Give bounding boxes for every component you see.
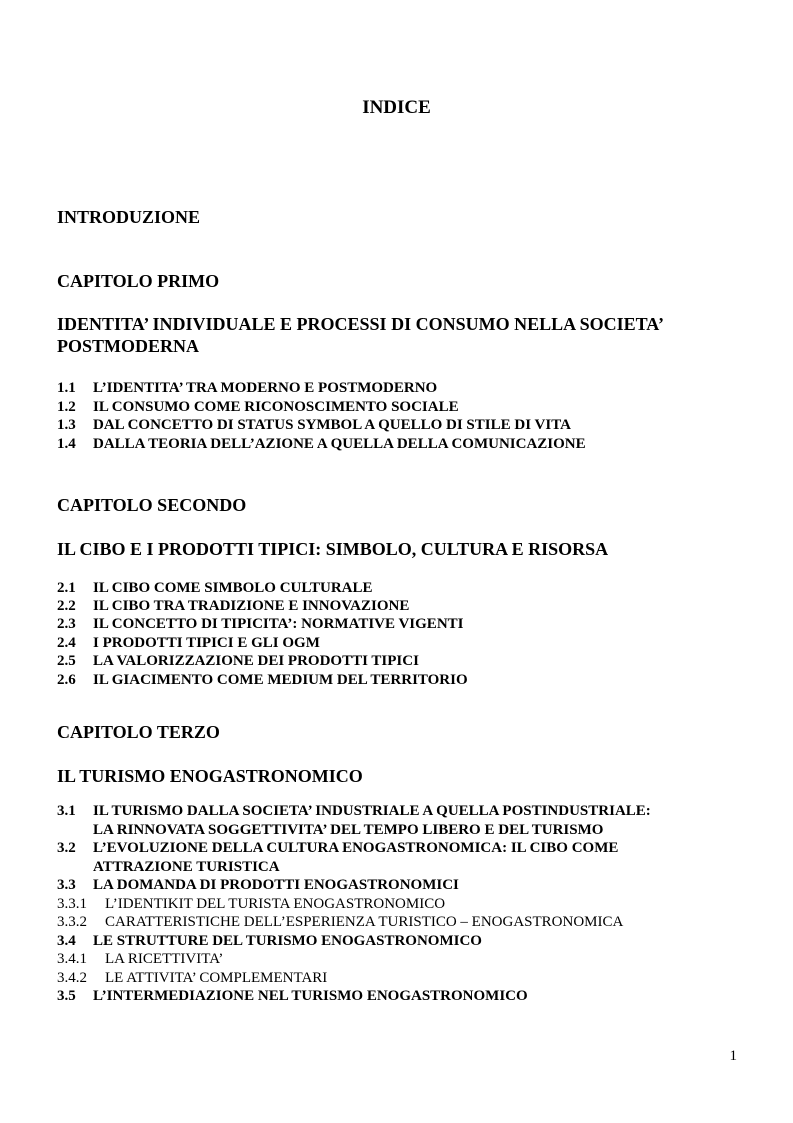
toc-entry-number: 2.1	[57, 580, 76, 596]
toc-entry-number: 2.3	[57, 616, 76, 632]
toc-entry-title: LA VALORIZZAZIONE DEI PRODOTTI TIPICI	[93, 653, 419, 669]
toc-subentry-title: L’IDENTIKIT DEL TURISTA ENOGASTRONOMICO	[105, 896, 446, 912]
toc-entry-number: 3.5	[57, 988, 76, 1004]
toc-subentry-number: 3.4.2	[57, 970, 87, 986]
toc-entry-title: IL GIACIMENTO COME MEDIUM DEL TERRITORIO	[93, 672, 468, 688]
chapter-1-title-line-1: IDENTITA’ INDIVIDUALE E PROCESSI DI CONSUMO NELLA SOCIETA’	[57, 314, 664, 334]
toc-entry-number: 1.1	[57, 380, 76, 396]
toc-entry-title: IL CONCETTO DI TIPICITA’: NORMATIVE VIGENTI	[93, 616, 464, 632]
toc-subentry-number: 3.4.1	[57, 951, 87, 967]
toc-entry-number: 2.2	[57, 598, 76, 614]
toc-entry-number: 1.2	[57, 399, 76, 415]
toc-entry-title: L’EVOLUZIONE DELLA CULTURA ENOGASTRONOMICA: IL CIBO COME	[93, 840, 619, 856]
toc-entry-title-continued: LA RINNOVATA SOGGETTIVITA’ DEL TEMPO LIBERO E DEL TURISMO	[93, 822, 604, 838]
toc-entry-title: L’IDENTITA’ TRA MODERNO E POSTMODERNO	[93, 380, 438, 396]
toc-entry-title: L’INTERMEDIAZIONE NEL TURISMO ENOGASTRONOMICO	[93, 988, 528, 1004]
chapter-2-label: CAPITOLO SECONDO	[57, 495, 247, 515]
toc-entry-title: DALLA TEORIA DELL’AZIONE A QUELLA DELLA COMUNICAZIONE	[93, 436, 586, 452]
toc-entry-number: 2.4	[57, 635, 76, 651]
page-title: INDICE	[362, 97, 431, 118]
toc-entry-number: 1.3	[57, 417, 76, 433]
toc-subentry-number: 3.3.2	[57, 914, 87, 930]
toc-entry-title: DAL CONCETTO DI STATUS SYMBOL A QUELLO DI STILE DI VITA	[93, 417, 571, 433]
toc-entry-title: IL CONSUMO COME RICONOSCIMENTO SOCIALE	[93, 399, 459, 415]
toc-entry-title: I PRODOTTI TIPICI E GLI OGM	[93, 635, 320, 651]
toc-subentry-title: LE ATTIVITA’ COMPLEMENTARI	[105, 970, 328, 986]
toc-subentry-title: LA RICETTIVITA’	[105, 951, 224, 967]
toc-entry-title: IL TURISMO DALLA SOCIETA’ INDUSTRIALE A QUELLA POSTINDUSTRIALE:	[93, 803, 651, 819]
toc-entry-title-continued: ATTRAZIONE TURISTICA	[93, 859, 280, 875]
toc-entry-number: 1.4	[57, 436, 76, 452]
toc-entry-title: IL CIBO COME SIMBOLO CULTURALE	[93, 580, 373, 596]
chapter-1-label: CAPITOLO PRIMO	[57, 271, 220, 291]
toc-entry-title: LA DOMANDA DI PRODOTTI ENOGASTRONOMICI	[93, 877, 459, 893]
introduction-heading: INTRODUZIONE	[57, 207, 201, 227]
toc-subentry-title: CARATTERISTICHE DELL’ESPERIENZA TURISTICO – ENOGASTRONOMICA	[105, 914, 624, 930]
toc-entry-number: 3.3	[57, 877, 76, 893]
toc-entry-title: LE STRUTTURE DEL TURISMO ENOGASTRONOMICO	[93, 933, 482, 949]
chapter-2-title-line-1: IL CIBO E I PRODOTTI TIPICI: SIMBOLO, CULTURA E RISORSA	[57, 539, 609, 559]
toc-entry-number: 3.2	[57, 840, 76, 856]
toc-entry-number: 3.4	[57, 933, 76, 949]
toc-entry-number: 2.5	[57, 653, 76, 669]
page-number: 1	[729, 1048, 737, 1064]
toc-entry-number: 2.6	[57, 672, 76, 688]
chapter-3-title-line-1: IL TURISMO ENOGASTRONOMICO	[57, 766, 363, 786]
toc-subentry-number: 3.3.1	[57, 896, 87, 912]
chapter-1-title-line-2: POSTMODERNA	[57, 336, 200, 356]
toc-entry-number: 3.1	[57, 803, 76, 819]
toc-entry-title: IL CIBO TRA TRADIZIONE E INNOVAZIONE	[93, 598, 410, 614]
chapter-3-label: CAPITOLO TERZO	[57, 722, 220, 742]
